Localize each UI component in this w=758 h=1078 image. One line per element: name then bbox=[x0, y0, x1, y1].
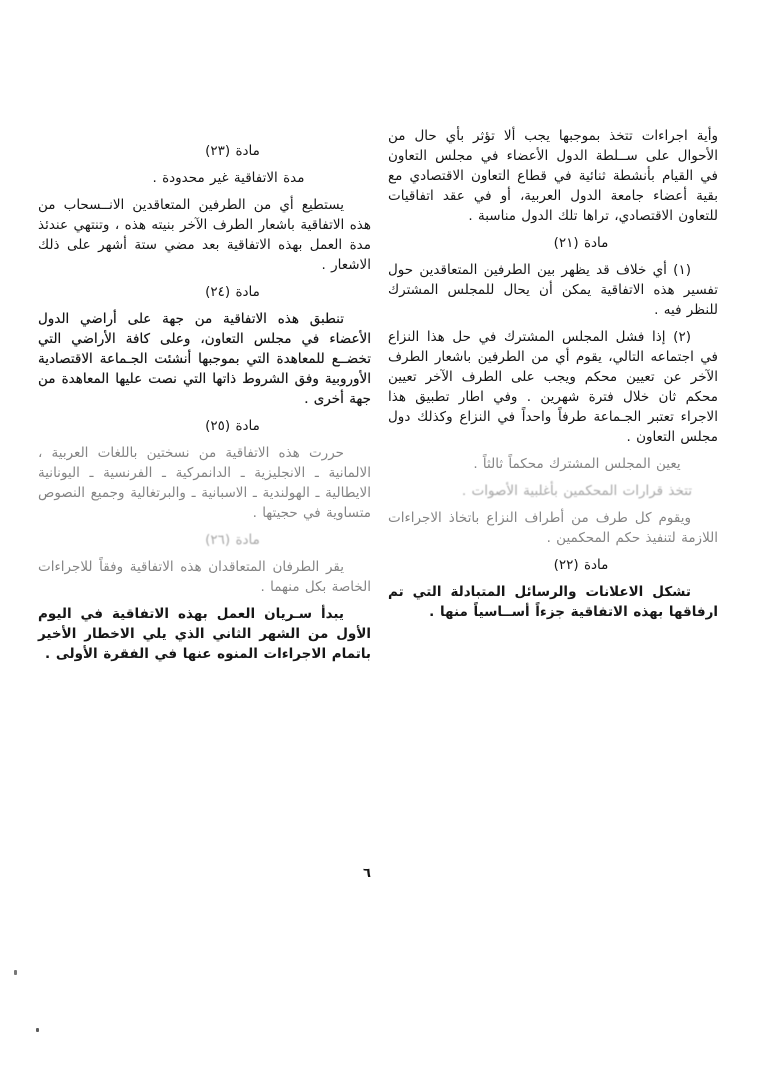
right-text-column bbox=[388, 126, 718, 629]
page-number: ٦ bbox=[363, 866, 371, 881]
article-heading: مادة (٢٥) bbox=[205, 418, 260, 434]
paragraph: تنطبق هذه الاتفاقية من جهة على أراضي الدول الأعضاء في مجلس التعاون، وعلى كافة الأراضي التي تخضــع للمعاهدة التي بموجبها أنشئت الجـماعة الاقتصادية الأوروبية وفق الشروط ذاتها التي نصت عليها المعاهدة من جهة أخرى . bbox=[38, 311, 371, 407]
paragraph: حررت هذه الاتفاقية من نسختين باللغات العربية ، الالمانية ـ الانجليزية ـ الدانمركية ـ الفرنسية ـ اليونانية الايطالية ـ الهولندية ـ الاسبانية ـ والبرتغالية وجميع النصوص متساوية في حجيتها . bbox=[38, 445, 371, 521]
article-heading: مادة (٢١) bbox=[553, 235, 609, 251]
article-heading: مادة (٢٦) bbox=[205, 532, 260, 548]
scan-speck bbox=[36, 1028, 39, 1032]
scan-speck bbox=[14, 970, 17, 975]
paragraph: وأية اجراءات تتخذ بموجبها يجب ألا تؤثر بأي حال من الأحوال على ســلطة الدول الأعضاء في مجلس التعاون في القيام بأنشطة ثنائية في قطاع التعاون الاقتصادي مع بقية أعضاء جامعة الدول العربية، أو في عقد اتفاقيات للتعاون الاقتصادي، تراها تلك الدول مناسبة . bbox=[388, 128, 718, 224]
paragraph: (٢) إذا فشل المجلس المشترك في حل هذا النزاع في اجتماعه التالي، يقوم أي من الطرفين باشعار الطرف الآخر عن تعيين محكم ويجب على الطرف الآخر تعيين محكم ثان خلال فترة شهرين . وفي اطار تطبيق هذا الاجراء تعتبر الجـماعة طرفاً واحداً في النزاع وكذلك دول مجلس التعاون . bbox=[388, 329, 718, 445]
standalone-line: يعين المجلس المشترك محكماً ثالثاً . bbox=[473, 456, 681, 472]
paragraph: (١) أي خلاف قد يظهر بين الطرفين المتعاقدين حول تفسير هذه الاتفاقية يمكن أن يحال للمجلس المشترك للنظر فيه . bbox=[388, 262, 718, 318]
article-heading: مادة (٢٤) bbox=[205, 284, 260, 300]
article-heading: مادة (٢٢) bbox=[553, 557, 609, 573]
paragraph: يستطيع أي من الطرفين المتعاقدين الانــسحاب من هذه الاتفاقية باشعار الطرف الآخر بنيته هذه ، وتنتهي عندئذ مدة العمل بهذه الاتفاقية بعد مضي ستة أشهر على ذلك الاشعار . bbox=[38, 197, 371, 273]
left-text-column bbox=[38, 140, 371, 671]
paragraph: تشكل الاعلانات والرسائل المتبادلة التي تم ارفاقها بهذه الاتفاقية جزءاً أســاسياً منها . bbox=[388, 584, 718, 620]
paragraph: يقر الطرفان المتعاقدان هذه الاتفاقية وفقاً للاجراءات الخاصة بكل منهما . bbox=[38, 559, 371, 595]
paragraph: ويقوم كل طرف من أطراف النزاع باتخاذ الاجراءات اللازمة لتنفيذ حكم المحكمين . bbox=[388, 510, 718, 546]
standalone-line: تتخذ قرارات المحكمين بأغلبية الأصوات . bbox=[461, 483, 693, 499]
standalone-line: مدة الاتفاقية غير محدودة . bbox=[152, 170, 305, 186]
article-heading: مادة (٢٣) bbox=[205, 143, 260, 159]
paragraph: يبدأ سـريان العمل بهذه الاتفاقية في اليوم الأول من الشهر الثاني الذي يلي الاخطار الأخير باتمام الاجراءات المنوه عنها في الفقرة الأولى . bbox=[38, 606, 371, 662]
